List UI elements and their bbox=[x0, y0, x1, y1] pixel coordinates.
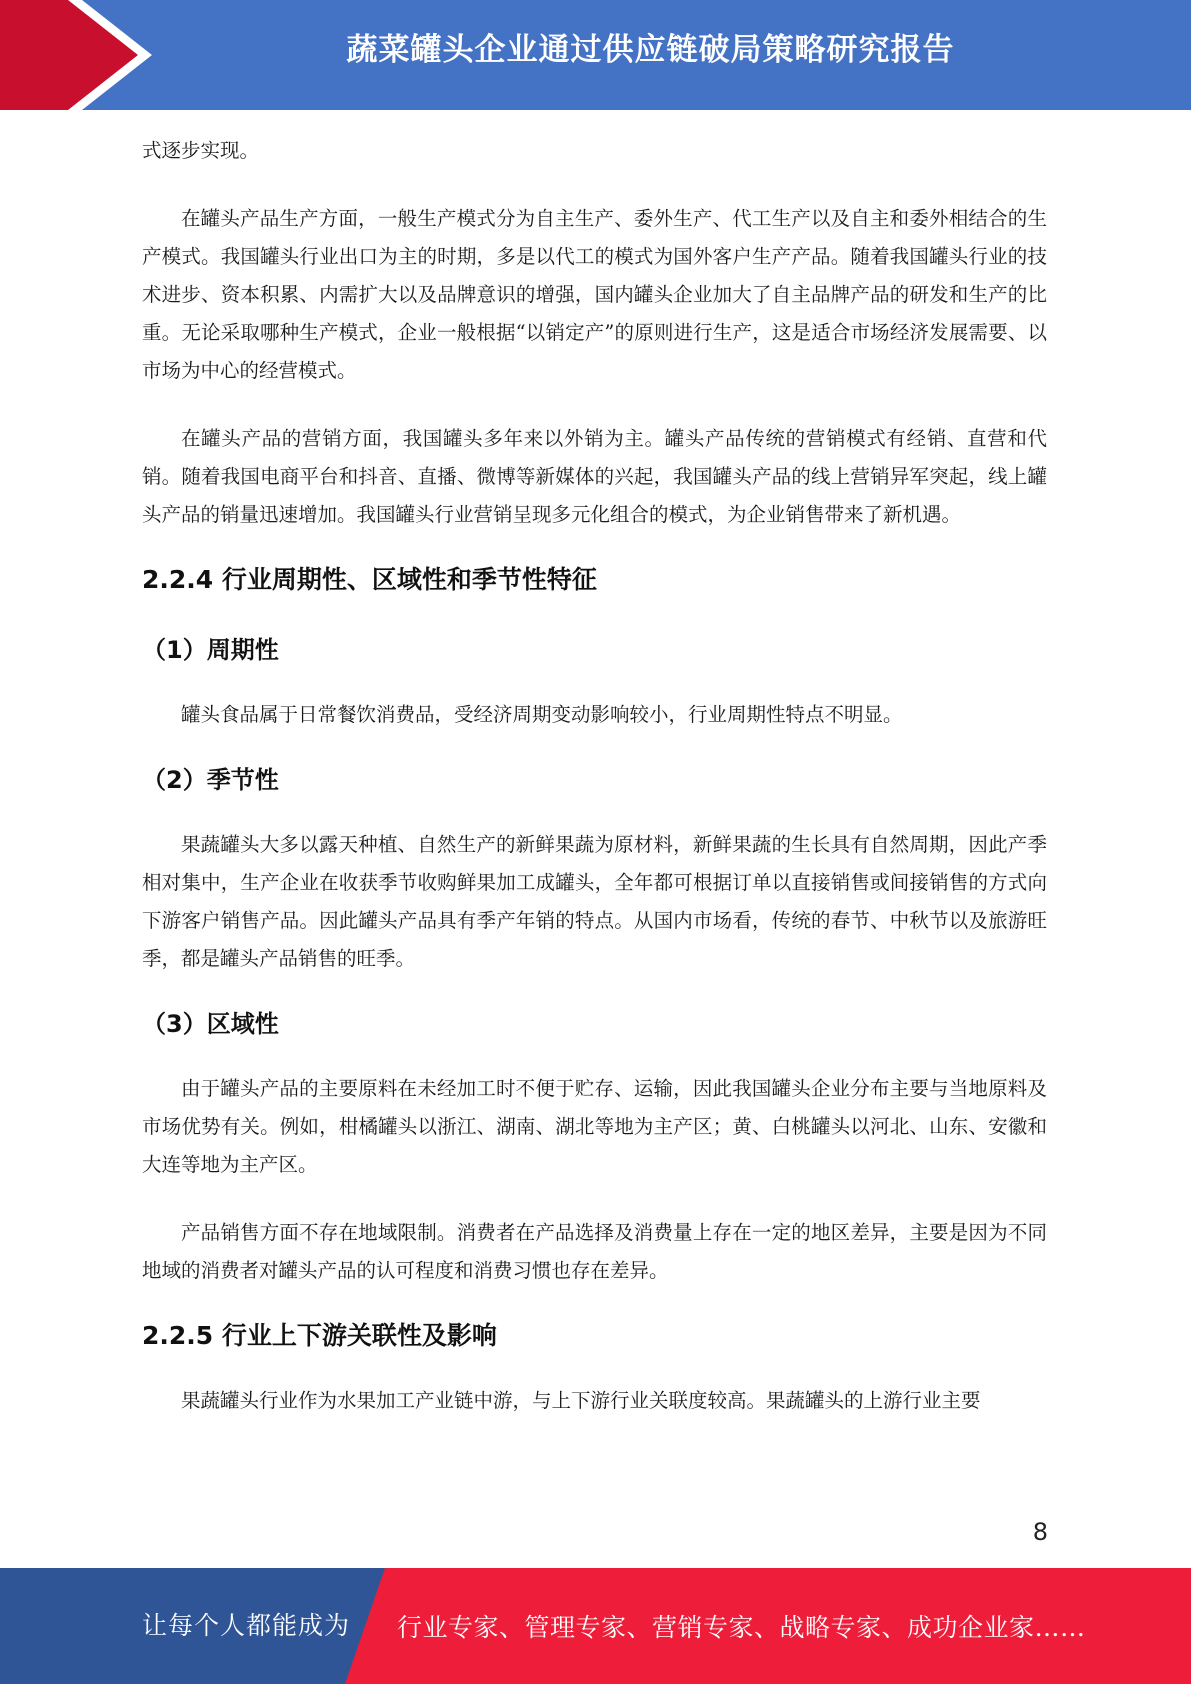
paragraph-cyclical: 罐头食品属于日常餐饮消费品，受经济周期变动影响较小，行业周期性特点不明显。 bbox=[181, 703, 903, 726]
page-header bbox=[0, 0, 1191, 110]
subheading-cyclical: （1）周期性 bbox=[142, 636, 279, 664]
footer-slogan-right: 行业专家、管理专家、营销专家、战略专家、成功企业家…… bbox=[397, 1613, 1086, 1642]
paragraph-regional-1: 由于罐头产品的主要原料在未经加工时不便于贮存、运输，因此我国罐头企业分布主要与当地原料及市场优势有关。例如，柑橘罐头以浙江、湖南、湖北等地为主产区；黄、白桃罐头以河北、山东、安徽和大连等地为主产区。 bbox=[142, 1077, 1047, 1176]
subheading-seasonal: （2）季节性 bbox=[142, 766, 279, 794]
page-number: 8 bbox=[1032, 1518, 1048, 1546]
paragraph-regional-2: 产品销售方面不存在地域限制。消费者在产品选择及消费量上存在一定的地区差异，主要是因为不同地域的消费者对罐头产品的认可程度和消费习惯也存在差异。 bbox=[142, 1221, 1047, 1282]
section-heading-2-2-4: 2.2.4 行业周期性、区域性和季节性特征 bbox=[142, 565, 597, 594]
footer-slogan-left: 让每个人都能成为 bbox=[142, 1611, 351, 1640]
section-heading-2-2-5: 2.2.5 行业上下游关联性及影响 bbox=[142, 1321, 497, 1350]
header-chevron-decoration bbox=[0, 0, 160, 110]
page-body bbox=[142, 132, 1047, 1420]
subheading-regional: （3）区域性 bbox=[142, 1010, 279, 1038]
page-footer bbox=[0, 1568, 1191, 1684]
paragraph-continued: 式逐步实现。 bbox=[142, 139, 260, 162]
paragraph-seasonal: 果蔬罐头大多以露天种植、自然生产的新鲜果蔬为原材料，新鲜果蔬的生长具有自然周期，因此产季相对集中，生产企业在收获季节收购鲜果加工成罐头，全年都可根据订单以直接销售或间接销售的方式向下游客户销售产品。因此罐头产品具有季产年销的特点。从国内市场看，传统的春节、中秋节以及旅游旺季，都是罐头产品销售的旺季。 bbox=[142, 833, 1047, 970]
paragraph-production: 在罐头产品生产方面，一般生产模式分为自主生产、委外生产、代工生产以及自主和委外相结合的生产模式。我国罐头行业出口为主的时期，多是以代工的模式为国外客户生产产品。随着我国罐头行业的技术进步、资本积累、内需扩大以及品牌意识的增强，国内罐头企业加大了自主品牌产品的研发和生产的比重。无论采取哪种生产模式，企业一般根据“以销定产”的原则进行生产，这是适合市场经济发展需要、以市场为中心的经营模式。 bbox=[142, 207, 1047, 382]
report-title: 蔬菜罐头企业通过供应链破局策略研究报告 bbox=[346, 32, 955, 68]
paragraph-marketing: 在罐头产品的营销方面，我国罐头多年来以外销为主。罐头产品传统的营销模式有经销、直营和代销。随着我国电商平台和抖音、直播、微博等新媒体的兴起，我国罐头产品的线上营销异军突起，线上罐头产品的销量迅速增加。我国罐头行业营销呈现多元化组合的模式，为企业销售带来了新机遇。 bbox=[142, 427, 1047, 526]
paragraph-upstream: 果蔬罐头行业作为水果加工产业链中游，与上下游行业关联度较高。果蔬罐头的上游行业主要 bbox=[181, 1389, 981, 1412]
